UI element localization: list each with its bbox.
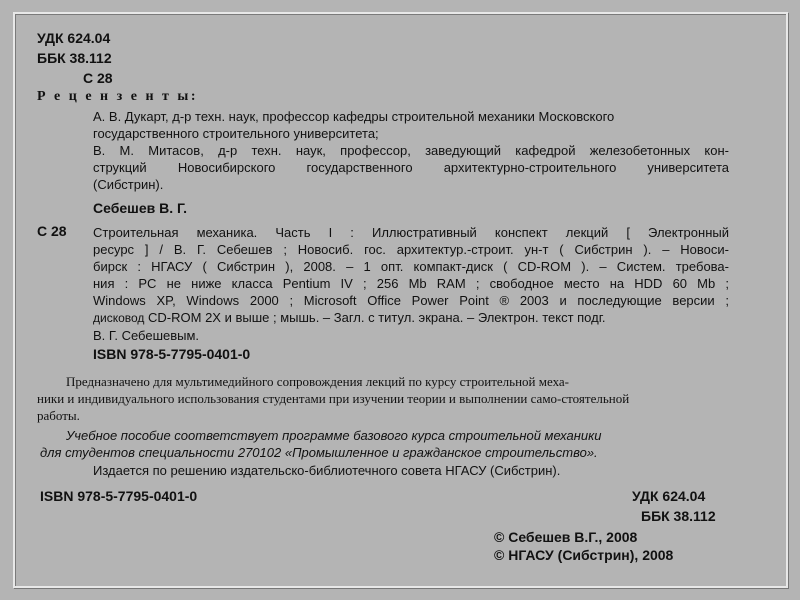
reviewer-2-line: струкций Новосибирского государственного архитектурно-строительного университета [93,160,729,175]
publishing-note: Издается по решению издательско-библиотечного совета НГАСУ (Сибстрин). [93,463,561,478]
reviewer-2 [93,142,729,193]
reviewers-heading: Р е ц е н з е н т ы: [37,89,198,104]
bbk-code: ББК 38.112 [37,50,112,66]
reviewer-1-line: А. В. Дукарт, д-р техн. наук, профессор кафедры строительной механики Московского [93,109,615,124]
footer-isbn: ISBN 978-5-7795-0401-0 [40,488,198,504]
bib-line: Windows XP, Windows 2000 ; Microsoft Office Power Point ® 2003 и последующие версии ; [93,293,729,308]
bib-line-prefix: дисковод [93,311,145,325]
reviewer-1 [93,108,614,142]
bib-line: бирск : НГАСУ ( Сибстрин ), 2008. – 1 опт. компакт-диск ( CD-ROM ). – Систем. требова- [93,259,729,274]
purpose-paragraph [37,373,629,424]
compliance-statement [40,427,601,461]
bib-record [93,224,729,344]
bib-isbn: ISBN 978-5-7795-0401-0 [93,346,251,362]
purpose-line: работы. [37,408,80,423]
bib-line [93,309,729,327]
compliance-line: Учебное пособие соответствует программе базового курса строительной механики [66,428,602,443]
reviewer-2-line: В. М. Митасов, д-р техн. наук, профессор, заведующий кафедрой железобетонных кон- [93,143,729,158]
bib-line: ния : PC не ниже класса Pentium IV ; 256 Mb RAM ; свободное место на HDD 60 Mb ; [93,276,729,291]
bib-line: Строительная механика. Часть I : Иллюстративный конспект лекций [ Электронный [93,225,729,240]
footer-udk: УДК 624.04 [632,488,706,504]
reviewer-1-line: государственного строительного университета; [93,126,379,141]
udk-code: УДК 624.04 [37,30,111,46]
author-sign: С 28 [83,70,113,86]
reviewer-2-line: (Сибстрин). [93,177,164,192]
compliance-line: для студентов специальности 270102 «Промышленное и гражданское строительство». [40,445,598,460]
copyright-publisher: © НГАСУ (Сибстрин), 2008 [494,547,674,563]
purpose-line: Предназначено для мультимедийного сопровождения лекций по курсу строительной меха- [66,374,569,389]
bib-line: ресурс ] / В. Г. Себешев ; Новосиб. гос. архитектур.-строит. ун-т ( Сибстрин ). – Новоси- [93,242,729,257]
footer-bbk: ББК 38.112 [641,508,716,524]
bib-line: В. Г. Себешевым. [93,328,200,343]
bib-code: С 28 [37,223,67,239]
purpose-line: ники и индивидуального использования студентами при изучении теории и выполнении само-стоятельной [37,391,630,406]
author-heading: Себешев В. Г. [93,200,188,216]
copyright-author: © Себешев В.Г., 2008 [494,529,638,545]
bib-line-rest: CD-ROM 2X и выше ; мышь. – Загл. с титул. экрана. – Электрон. текст подг. [144,310,606,325]
